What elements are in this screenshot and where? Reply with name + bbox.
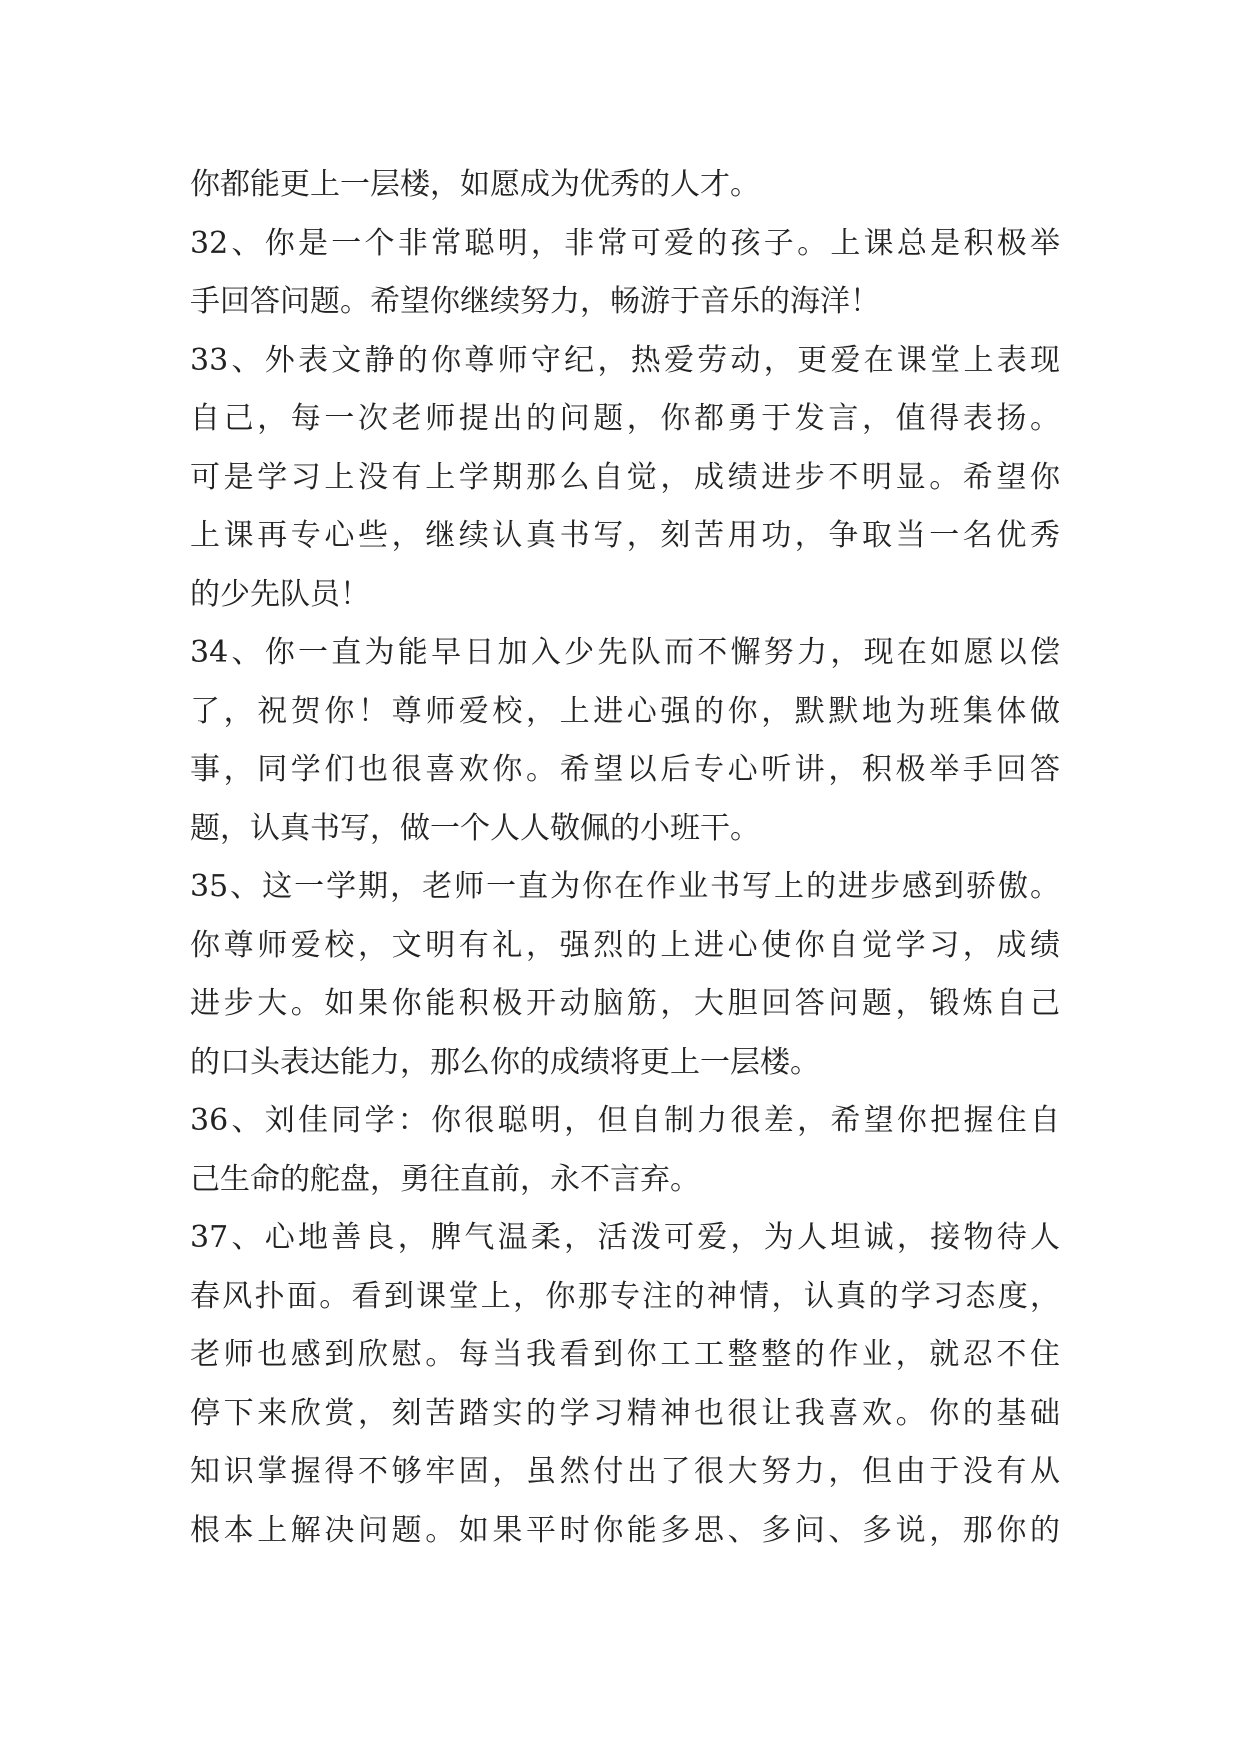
text-line: 手回答问题。希望你继续努力，畅游于音乐的海洋！ <box>190 284 880 319</box>
text-line: 32、你是一个非常聪明，非常可爱的孩子。上课总是积极举 <box>190 225 1060 261</box>
text-line: 35、这一学期，老师一直为你在作业书写上的进步感到骄傲。 <box>190 869 1060 904</box>
text-line: 上课再专心些，继续认真书写，刻苦用功，争取当一名优秀 <box>190 518 1060 553</box>
text-line: 停下来欣赏，刻苦踏实的学习精神也很让我喜欢。你的基础 <box>190 1395 1060 1431</box>
text-line: 可是学习上没有上学期那么自觉，成绩进步不明显。希望你 <box>190 459 1060 495</box>
text-line: 了，祝贺你！尊师爱校，上进心强的你，默默地为班集体做 <box>190 693 1060 729</box>
text-line: 33、外表文静的你尊师守纪，热爱劳动，更爱在课堂上表现 <box>190 342 1060 378</box>
text-line: 根本上解决问题。如果平时你能多思、多问、多说，那你的 <box>190 1512 1060 1548</box>
document-body <box>190 156 1060 1560</box>
text-line: 事，同学们也很喜欢你。希望以后专心听讲，积极举手回答 <box>190 752 1060 787</box>
text-line: 你都能更上一层楼，如愿成为优秀的人才。 <box>190 167 760 202</box>
text-line: 进步大。如果你能积极开动脑筋，大胆回答问题，锻炼自己 <box>190 986 1060 1021</box>
text-line: 你尊师爱校，文明有礼，强烈的上进心使你自觉学习，成绩 <box>190 927 1060 963</box>
text-line: 37、心地善良，脾气温柔，活泼可爱，为人坦诚，接物待人 <box>190 1220 1060 1255</box>
text-line: 知识掌握得不够牢固，虽然付出了很大努力，但由于没有从 <box>190 1454 1060 1489</box>
text-line: 34、你一直为能早日加入少先队而不懈努力，现在如愿以偿 <box>190 635 1060 670</box>
text-line: 题，认真书写，做一个人人敬佩的小班干。 <box>190 810 760 846</box>
text-line: 己生命的舵盘，勇往直前，永不言弃。 <box>190 1161 700 1197</box>
text-line: 的口头表达能力，那么你的成绩将更上一层楼。 <box>190 1044 820 1080</box>
text-line: 的少先队员！ <box>190 576 370 612</box>
text-line: 自己，每一次老师提出的问题，你都勇于发言，值得表扬。 <box>190 401 1060 436</box>
text-line: 春风扑面。看到课堂上，你那专注的神情，认真的学习态度， <box>190 1278 1060 1314</box>
text-line: 老师也感到欣慰。每当我看到你工工整整的作业，就忍不住 <box>190 1337 1060 1372</box>
text-line: 36、刘佳同学：你很聪明，但自制力很差，希望你把握住自 <box>190 1103 1060 1138</box>
